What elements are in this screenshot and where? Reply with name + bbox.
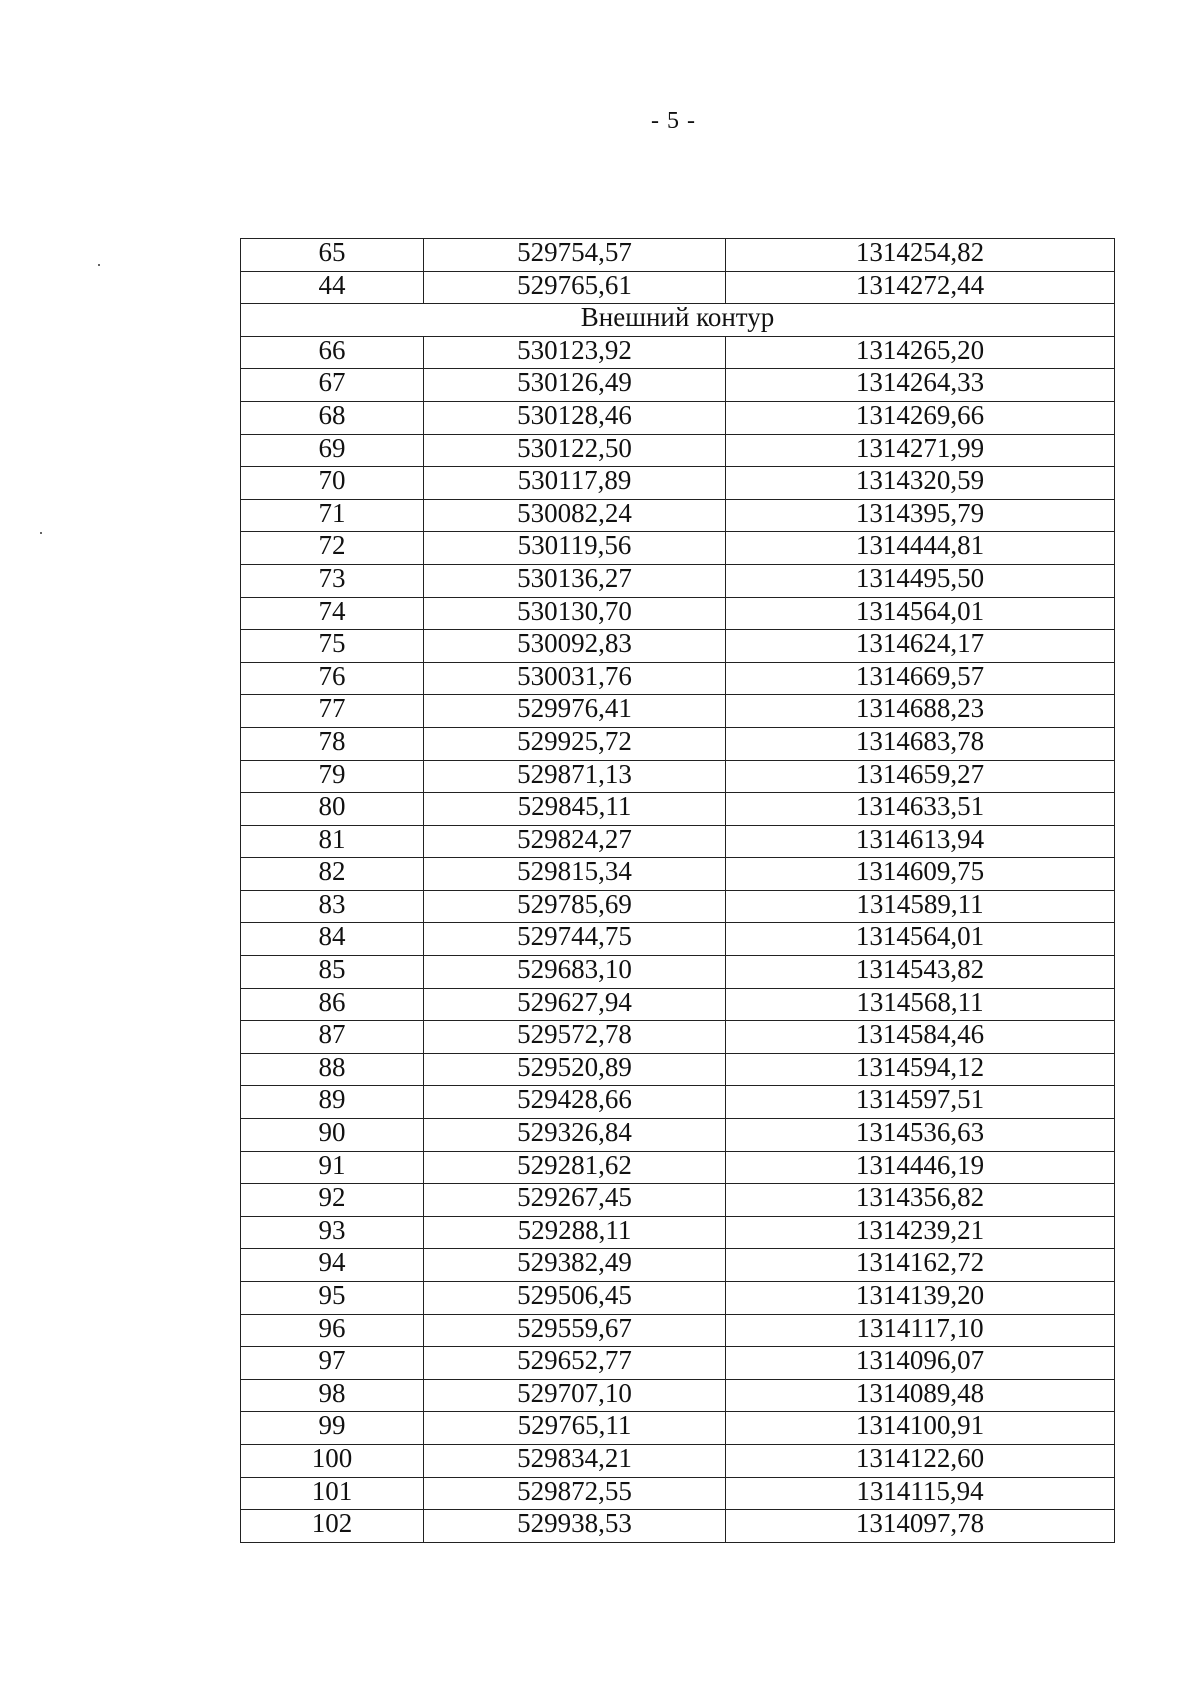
point-number-cell: 91 [241,1151,424,1184]
point-number-cell: 77 [241,695,424,728]
table-row [241,1379,1115,1412]
table-row [241,923,1115,956]
table-row [241,1151,1115,1184]
table-row [241,1412,1115,1445]
y-coordinate-cell: 1314272,44 [726,271,1115,304]
y-coordinate-cell: 1314613,94 [726,825,1115,858]
x-coordinate-cell: 529976,41 [424,695,726,728]
table-row [241,956,1115,989]
y-coordinate-cell: 1314594,12 [726,1053,1115,1086]
point-number-cell: 90 [241,1119,424,1152]
y-coordinate-cell: 1314162,72 [726,1249,1115,1282]
table-row [241,1347,1115,1380]
x-coordinate-cell: 530128,46 [424,401,726,434]
x-coordinate-cell: 529683,10 [424,956,726,989]
y-coordinate-cell: 1314395,79 [726,499,1115,532]
scan-speck [40,532,42,534]
point-number-cell: 95 [241,1282,424,1315]
x-coordinate-cell: 529815,34 [424,858,726,891]
y-coordinate-cell: 1314543,82 [726,956,1115,989]
x-coordinate-cell: 530122,50 [424,434,726,467]
y-coordinate-cell: 1314356,82 [726,1184,1115,1217]
point-number-cell: 100 [241,1444,424,1477]
x-coordinate-cell: 529326,84 [424,1119,726,1152]
point-number-cell: 67 [241,369,424,402]
table-row [241,1282,1115,1315]
x-coordinate-cell: 529572,78 [424,1021,726,1054]
point-number-cell: 76 [241,662,424,695]
x-coordinate-cell: 529627,94 [424,988,726,1021]
y-coordinate-cell: 1314683,78 [726,727,1115,760]
coordinates-table-body [241,239,1115,1543]
table-row [241,369,1115,402]
x-coordinate-cell: 529506,45 [424,1282,726,1315]
table-row [241,1119,1115,1152]
table-row [241,1444,1115,1477]
table-row [241,597,1115,630]
x-coordinate-cell: 530082,24 [424,499,726,532]
x-coordinate-cell: 529281,62 [424,1151,726,1184]
y-coordinate-cell: 1314564,01 [726,923,1115,956]
table-row [241,1510,1115,1543]
x-coordinate-cell: 530126,49 [424,369,726,402]
x-coordinate-cell: 529754,57 [424,239,726,272]
point-number-cell: 80 [241,793,424,826]
table-row [241,727,1115,760]
table-row [241,1021,1115,1054]
table-row [241,1216,1115,1249]
y-coordinate-cell: 1314624,17 [726,630,1115,663]
x-coordinate-cell: 529652,77 [424,1347,726,1380]
point-number-cell: 94 [241,1249,424,1282]
y-coordinate-cell: 1314536,63 [726,1119,1115,1152]
y-coordinate-cell: 1314564,01 [726,597,1115,630]
section-title: Внешний контур [241,304,1115,337]
y-coordinate-cell: 1314688,23 [726,695,1115,728]
point-number-cell: 102 [241,1510,424,1543]
point-number-cell: 86 [241,988,424,1021]
point-number-cell: 93 [241,1216,424,1249]
table-row [241,662,1115,695]
x-coordinate-cell: 529834,21 [424,1444,726,1477]
table-row [241,1314,1115,1347]
table-row [241,401,1115,434]
point-number-cell: 81 [241,825,424,858]
y-coordinate-cell: 1314495,50 [726,564,1115,597]
y-coordinate-cell: 1314122,60 [726,1444,1115,1477]
point-number-cell: 69 [241,434,424,467]
table-row [241,336,1115,369]
y-coordinate-cell: 1314139,20 [726,1282,1115,1315]
table-row [241,271,1115,304]
table-row [241,858,1115,891]
y-coordinate-cell: 1314096,07 [726,1347,1115,1380]
point-number-cell: 85 [241,956,424,989]
table-row [241,890,1115,923]
y-coordinate-cell: 1314446,19 [726,1151,1115,1184]
x-coordinate-cell: 530092,83 [424,630,726,663]
x-coordinate-cell: 529428,66 [424,1086,726,1119]
table-row [241,988,1115,1021]
table-row [241,532,1115,565]
x-coordinate-cell: 530123,92 [424,336,726,369]
point-number-cell: 97 [241,1347,424,1380]
y-coordinate-cell: 1314589,11 [726,890,1115,923]
table-row [241,1053,1115,1086]
x-coordinate-cell: 530130,70 [424,597,726,630]
x-coordinate-cell: 529824,27 [424,825,726,858]
x-coordinate-cell: 529765,61 [424,271,726,304]
point-number-cell: 87 [241,1021,424,1054]
point-number-cell: 70 [241,467,424,500]
point-number-cell: 73 [241,564,424,597]
x-coordinate-cell: 529765,11 [424,1412,726,1445]
point-number-cell: 68 [241,401,424,434]
y-coordinate-cell: 1314568,11 [726,988,1115,1021]
point-number-cell: 79 [241,760,424,793]
x-coordinate-cell: 529785,69 [424,890,726,923]
table-row [241,1086,1115,1119]
y-coordinate-cell: 1314239,21 [726,1216,1115,1249]
table-row [241,499,1115,532]
point-number-cell: 89 [241,1086,424,1119]
x-coordinate-cell: 530119,56 [424,532,726,565]
point-number-cell: 75 [241,630,424,663]
point-number-cell: 78 [241,727,424,760]
x-coordinate-cell: 530031,76 [424,662,726,695]
x-coordinate-cell: 529288,11 [424,1216,726,1249]
x-coordinate-cell: 529559,67 [424,1314,726,1347]
point-number-cell: 66 [241,336,424,369]
point-number-cell: 96 [241,1314,424,1347]
y-coordinate-cell: 1314584,46 [726,1021,1115,1054]
point-number-cell: 92 [241,1184,424,1217]
table-row [241,1184,1115,1217]
point-number-cell: 88 [241,1053,424,1086]
y-coordinate-cell: 1314609,75 [726,858,1115,891]
table-row [241,1249,1115,1282]
x-coordinate-cell: 529872,55 [424,1477,726,1510]
table-row [241,467,1115,500]
y-coordinate-cell: 1314633,51 [726,793,1115,826]
coordinates-table [240,238,1115,1543]
y-coordinate-cell: 1314265,20 [726,336,1115,369]
point-number-cell: 71 [241,499,424,532]
point-number-cell: 72 [241,532,424,565]
y-coordinate-cell: 1314597,51 [726,1086,1115,1119]
x-coordinate-cell: 529382,49 [424,1249,726,1282]
point-number-cell: 82 [241,858,424,891]
x-coordinate-cell: 529520,89 [424,1053,726,1086]
section-header-row [241,304,1115,337]
point-number-cell: 101 [241,1477,424,1510]
point-number-cell: 84 [241,923,424,956]
table-row [241,793,1115,826]
point-number-cell: 83 [241,890,424,923]
y-coordinate-cell: 1314269,66 [726,401,1115,434]
y-coordinate-cell: 1314254,82 [726,239,1115,272]
y-coordinate-cell: 1314320,59 [726,467,1115,500]
scan-speck [98,264,100,266]
point-number-cell: 65 [241,239,424,272]
x-coordinate-cell: 529267,45 [424,1184,726,1217]
point-number-cell: 98 [241,1379,424,1412]
point-number-cell: 74 [241,597,424,630]
x-coordinate-cell: 529871,13 [424,760,726,793]
x-coordinate-cell: 529744,75 [424,923,726,956]
y-coordinate-cell: 1314264,33 [726,369,1115,402]
x-coordinate-cell: 529925,72 [424,727,726,760]
y-coordinate-cell: 1314117,10 [726,1314,1115,1347]
x-coordinate-cell: 529845,11 [424,793,726,826]
table-row [241,1477,1115,1510]
table-row [241,434,1115,467]
page-number: - 5 - [651,108,696,134]
x-coordinate-cell: 529938,53 [424,1510,726,1543]
y-coordinate-cell: 1314444,81 [726,532,1115,565]
point-number-cell: 99 [241,1412,424,1445]
table-row [241,825,1115,858]
x-coordinate-cell: 530136,27 [424,564,726,597]
y-coordinate-cell: 1314669,57 [726,662,1115,695]
table-row [241,695,1115,728]
table-row [241,630,1115,663]
table-row [241,564,1115,597]
point-number-cell: 44 [241,271,424,304]
table-row [241,239,1115,272]
y-coordinate-cell: 1314089,48 [726,1379,1115,1412]
x-coordinate-cell: 530117,89 [424,467,726,500]
y-coordinate-cell: 1314271,99 [726,434,1115,467]
y-coordinate-cell: 1314115,94 [726,1477,1115,1510]
y-coordinate-cell: 1314097,78 [726,1510,1115,1543]
y-coordinate-cell: 1314100,91 [726,1412,1115,1445]
y-coordinate-cell: 1314659,27 [726,760,1115,793]
table-row [241,760,1115,793]
x-coordinate-cell: 529707,10 [424,1379,726,1412]
